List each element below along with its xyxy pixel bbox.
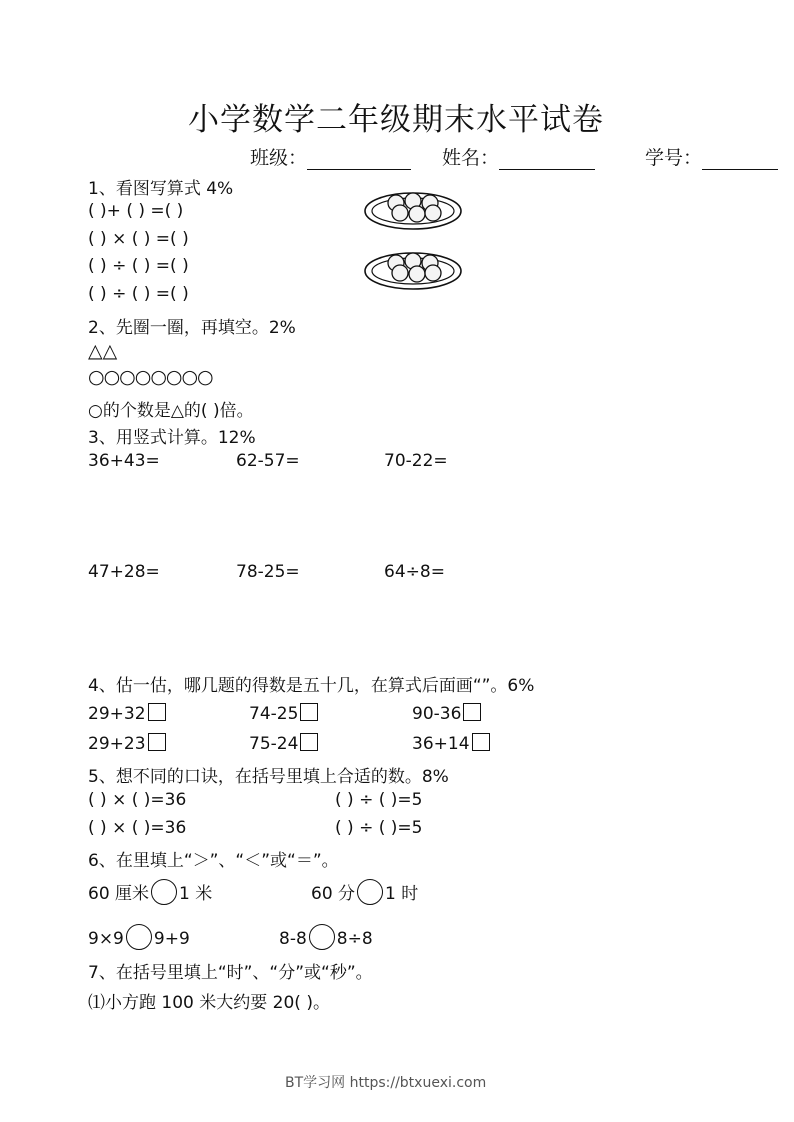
answer-box[interactable] (300, 733, 318, 751)
q3-item: 78-25= (236, 562, 300, 582)
q5-item: ( ) ÷ ( )=5 (335, 790, 423, 810)
name-label: 姓名： (442, 147, 500, 169)
class-field (250, 143, 411, 170)
q6-left: 8-8 (279, 929, 307, 949)
q2-heading: 2、先圈一圈，再填空。2% (88, 318, 296, 338)
q6-right: 1 时 (385, 884, 419, 904)
q4-item (249, 733, 318, 754)
q6-item (311, 879, 418, 905)
id-blank[interactable] (702, 149, 778, 170)
id-label: 学号： (645, 147, 703, 169)
q6-right: 1 米 (179, 884, 213, 904)
q5-item: ( ) ÷ ( )=5 (335, 818, 423, 838)
page-title: 小学数学二年级期末水平试卷 (188, 102, 604, 138)
q3-item: 36+43= (88, 451, 160, 471)
answer-box[interactable] (148, 733, 166, 751)
q4-expression: 75-24 (249, 734, 299, 754)
compare-circle[interactable] (309, 924, 335, 950)
q6-left: 60 分 (311, 884, 356, 904)
q4-expression: 74-25 (249, 704, 299, 724)
q6-heading: 6、在里填上“＞”、“＜”或“＝”。 (88, 851, 339, 871)
q6-left: 60 厘米 (88, 884, 150, 904)
q5-item: ( ) × ( )=36 (88, 790, 187, 810)
compare-circle[interactable] (126, 924, 152, 950)
q6-item (88, 924, 190, 950)
q4-item (412, 733, 490, 754)
q1-heading: 1、看图写算式 4% (88, 179, 234, 199)
q6-item (279, 924, 373, 950)
q4-heading: 4、估一估，哪几题的得数是五十几，在算式后面画“”。6% (88, 676, 535, 696)
answer-box[interactable] (463, 703, 481, 721)
plate-with-fruit-icon (362, 186, 466, 234)
q2-circles: ○○○○○○○○ (88, 366, 213, 388)
q7-heading: 7、在括号里填上“时”、“分”或“秒”。 (88, 963, 373, 983)
class-label: 班级： (250, 147, 308, 169)
q5-item: ( ) × ( )=36 (88, 818, 187, 838)
class-blank[interactable] (307, 149, 411, 170)
q6-item (88, 879, 212, 905)
q1-row-4: ( ) ÷ ( ) =( ) (88, 284, 189, 304)
name-blank[interactable] (499, 149, 595, 170)
q3-item: 47+28= (88, 562, 160, 582)
q6-right: 9+9 (153, 929, 190, 949)
q4-expression: 29+32 (88, 704, 146, 724)
q2-fill: ○的个数是△的( )倍。 (88, 401, 254, 421)
q6-right: 8÷8 (336, 929, 373, 949)
q4-item (249, 703, 318, 724)
answer-box[interactable] (148, 703, 166, 721)
footer-watermark: BT学习网 https://btxuexi.com (285, 1075, 487, 1091)
q4-expression: 29+23 (88, 734, 146, 754)
q7-item: ⑴小方跑 100 米大约要 20( )。 (88, 993, 330, 1013)
q1-row-3: ( ) ÷ ( ) =( ) (88, 256, 189, 276)
q3-item: 70-22= (384, 451, 448, 471)
q3-heading: 3、用竖式计算。12% (88, 428, 256, 448)
q2-triangles: △△ (88, 340, 118, 362)
q4-expression: 90-36 (412, 704, 462, 724)
compare-circle[interactable] (151, 879, 177, 905)
q4-item (88, 733, 166, 754)
id-field (645, 143, 778, 170)
answer-box[interactable] (300, 703, 318, 721)
compare-circle[interactable] (357, 879, 383, 905)
plate-with-fruit-icon (362, 246, 466, 294)
answer-box[interactable] (472, 733, 490, 751)
q5-heading: 5、想不同的口诀，在括号里填上合适的数。8% (88, 767, 449, 787)
q3-item: 62-57= (236, 451, 300, 471)
q4-item (412, 703, 481, 724)
q6-left: 9×9 (88, 929, 124, 949)
q4-expression: 36+14 (412, 734, 470, 754)
q1-row-2: ( ) × ( ) =( ) (88, 229, 189, 249)
q1-row-1: ( )+ ( ) =( ) (88, 201, 184, 221)
q3-item: 64÷8= (384, 562, 445, 582)
q4-item (88, 703, 166, 724)
name-field (442, 143, 595, 170)
